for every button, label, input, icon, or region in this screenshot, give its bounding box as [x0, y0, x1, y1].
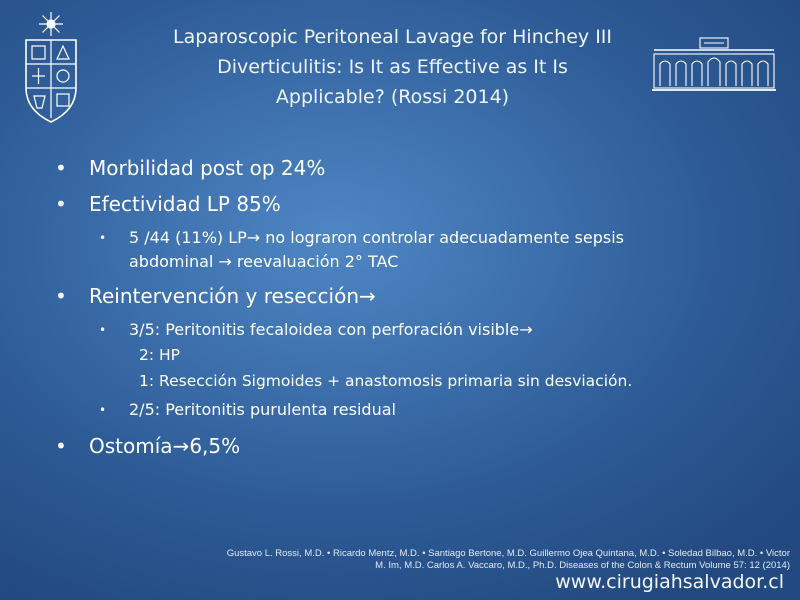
arrow-icon: → [359, 284, 376, 308]
sub-text: 5 /44 (11%) LP [129, 228, 247, 247]
bullet-icon: • [55, 192, 67, 216]
detail-line: 2: HP [139, 346, 181, 364]
bullet-icon: • [55, 156, 67, 180]
citation-line-2: M. Im, M.D. Carlos A. Vaccaro, M.D., Ph.D. Diseases of the Colon & Rectum Volume 57: 12 (2014) [375, 560, 790, 571]
sub-list-item [55, 226, 775, 274]
arrow-icon: → [519, 320, 533, 339]
detail-line: 1: Resección Sigmoides + anastomosis primaria sin desviación. [139, 372, 633, 390]
title-line-1: Laparoscopic Peritoneal Lavage for Hinchey III [172, 26, 613, 48]
sub-list-item [55, 398, 775, 422]
bullet-text: Efectividad LP 85% [89, 192, 281, 216]
list-item [55, 186, 775, 222]
website-url: www.cirugiahsalvador.cl [555, 571, 784, 593]
title-line-2: Diverticulitis: Is It as Effective as It Is [217, 56, 568, 78]
sub-text: 3/5: Peritonitis fecaloidea con perforación visible [129, 320, 520, 339]
sub-text: no lograron controlar adecuadamente sepsis [260, 228, 624, 247]
bullet-icon: • [99, 231, 107, 245]
list-item [55, 428, 775, 464]
bullet-icon: • [55, 284, 67, 308]
arrow-icon: → [172, 434, 190, 458]
sub-list-item [55, 318, 775, 342]
bullet-icon: • [99, 403, 107, 417]
list-item [55, 278, 775, 314]
citation [110, 548, 790, 572]
bullet-text: Reintervención y resección [89, 284, 360, 308]
slide-title [120, 22, 665, 112]
sub-text: abdominal [129, 252, 219, 271]
bullet-text: 6,5% [189, 434, 241, 458]
bullet-icon: • [99, 323, 107, 337]
list-item [55, 150, 775, 186]
hospital-building-logo [652, 36, 776, 92]
bullet-icon: • [55, 434, 67, 458]
arrow-icon: → [218, 252, 232, 271]
citation-line-1: Gustavo L. Rossi, M.D. • Ricardo Mentz, M.D. • Santiago Bertone, M.D. Guillermo Ojea Quintana, M.D. • Soledad Bilbao, M.D. • Victor [226, 548, 790, 559]
title-line-3: Applicable? (Rossi 2014) [275, 86, 510, 108]
arrow-icon: → [246, 228, 261, 247]
university-shield-logo [22, 10, 80, 126]
bullet-text: Ostomía [89, 434, 173, 458]
sub-text: reevaluación 2° TAC [231, 252, 399, 271]
bullet-text: Morbilidad post op 24% [89, 156, 326, 180]
sub-text: 2/5: Peritonitis purulenta residual [129, 400, 396, 419]
bullet-list [55, 150, 775, 464]
